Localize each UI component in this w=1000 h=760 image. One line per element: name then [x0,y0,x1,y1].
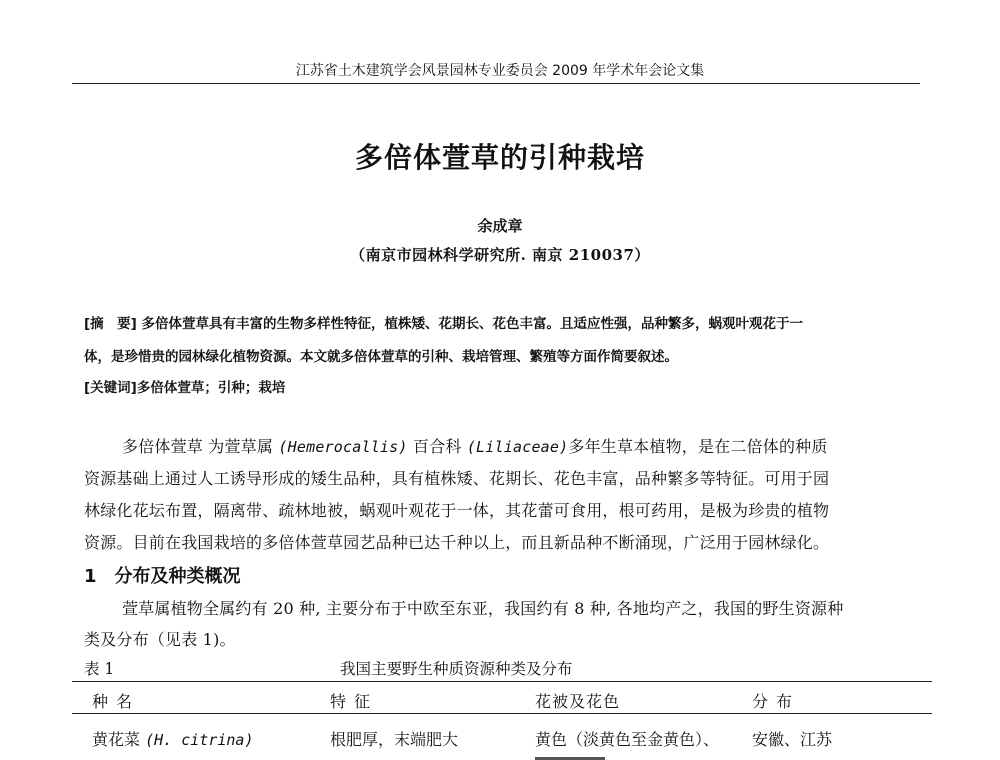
table-top-rule [72,681,932,682]
intro-text-a: 多倍体萱草 为萱草属 [122,437,274,456]
keywords-text: 多倍体萱草；引种；栽培 [136,380,286,396]
running-header: 江苏省土木建筑学会风景园林专业委员会 2009 年学术年会论文集 [295,63,705,79]
abstract-line-1 [84,312,803,332]
abstract-label: [摘 要] [84,316,137,332]
affiliation: （南京市园林科学研究所. 南京 210037） [350,246,650,264]
intro-line-1 [122,434,828,457]
intro-line-3: 林绿化花坛布置，隔离带、疏林地被，蜗观叶观花于一体，其花蕾可食用，根可药用，是极为珍贵的植物 [84,501,830,520]
intro-text-c: 多年生草本植物，是在二倍体的种质 [568,437,828,456]
table-header-color: 花被及花色 [535,692,621,711]
table-header-feature: 特征 [330,692,379,711]
table-row-distribution: 安徽、江苏 [752,730,833,749]
table-row-color: 黄色（淡黄色至金黄色）、 [535,730,720,749]
intro-line-4: 资源。目前在我国栽培的多倍体萱草园艺品种已达千种以上，而且新品种不断涌现，广泛用于园林绿化。 [84,533,830,552]
section1-line-1: 萱草属植物全属约有 20 种, 主要分布于中欧至东亚，我国约有 8 种, 各地均产之，我国的野生资源种 [122,599,844,618]
intro-text-b: 百合科 [412,437,462,456]
species-sci-name: (H. citrina) [145,731,254,749]
genus-name: (Hemerocallis) [278,438,408,456]
table-row-species [92,727,253,750]
species-name: 黄花菜 [92,730,141,749]
abstract-line-2: 体，是珍惜贵的园林绿化植物资源。本文就多倍体萱草的引种、栽培管理、繁殖等方面作简要叙述。 [84,349,678,365]
table-caption: 我国主要野生种质资源种类及分布 [340,660,573,678]
keywords-label: [关键词] [84,380,137,396]
article-title: 多倍体萱草的引种栽培 [354,141,645,174]
table-header-distribution: 分布 [752,692,801,711]
table-label: 表 1 [84,660,115,678]
abstract-text-1: 多倍体萱草具有丰富的生物多样性特征，植株矮、花期长、花色丰富。且适应性强，品种繁多，蜗观叶观花于一 [141,316,804,332]
family-name: (Liliaceae) [466,438,569,456]
section-heading: 1 分布及种类概况 [84,566,241,587]
keywords-line [84,376,285,396]
header-rule [72,83,920,84]
section1-line-2: 类及分布（见表 1)。 [84,630,236,649]
table-header-name: 种名 [92,692,141,711]
cut-off-text [535,750,605,760]
table-row-feature: 根肥厚，末端肥大 [330,730,459,749]
intro-line-2: 资源基础上通过人工诱导形成的矮生品种，具有植株矮、花期长、花色丰富，品种繁多等特征。可用于园 [84,469,830,488]
table-header-rule [72,713,932,714]
author: 余成章 [477,217,523,235]
